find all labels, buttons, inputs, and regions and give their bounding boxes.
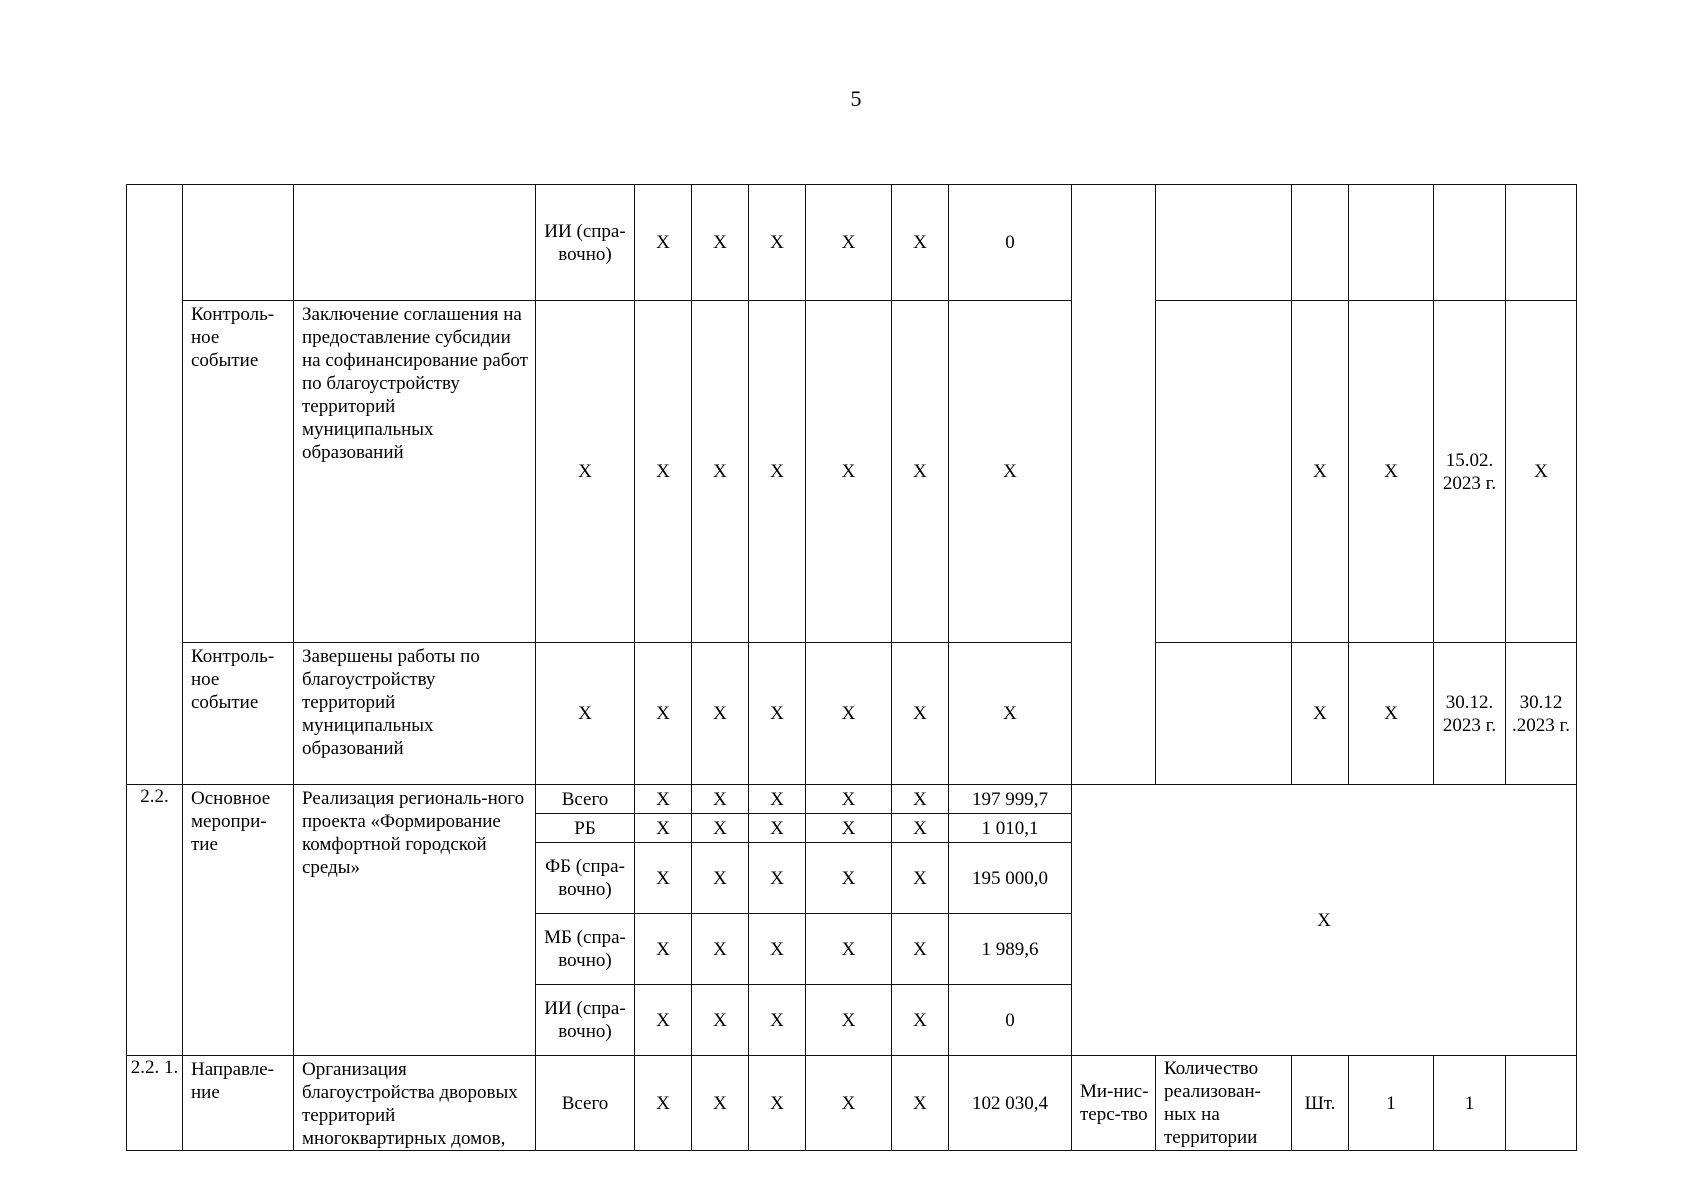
table-row xyxy=(127,785,1577,814)
cell-x: X xyxy=(949,301,1072,643)
cell-x: X xyxy=(692,814,749,843)
cell-x: X xyxy=(806,985,892,1056)
cell-x: X xyxy=(692,914,749,985)
cell-x: X xyxy=(806,185,892,301)
cell-x: X xyxy=(806,785,892,814)
cell-x: X xyxy=(635,185,692,301)
table-row xyxy=(127,301,1577,643)
cell-empty xyxy=(294,185,536,301)
cell-x: X xyxy=(1349,301,1434,643)
cell-x: X xyxy=(635,843,692,914)
cell-x: X xyxy=(692,301,749,643)
cell-x: X xyxy=(749,914,806,985)
cell-type: Основное меропри-тие xyxy=(183,785,294,1056)
cell-empty xyxy=(1156,301,1292,643)
cell-x: X xyxy=(1506,301,1577,643)
cell-indicator: Количество реализован-ных на территории xyxy=(1156,1056,1292,1151)
cell-x: X xyxy=(635,814,692,843)
cell-date: 30.12. 2023 г. xyxy=(1434,643,1506,785)
cell-x: X xyxy=(635,914,692,985)
cell-unit: Шт. xyxy=(1292,1056,1349,1151)
cell-source: МБ (спра-вочно) xyxy=(536,914,635,985)
cell-x: X xyxy=(692,185,749,301)
cell-x: X xyxy=(806,914,892,985)
program-table xyxy=(126,184,1577,1151)
cell-x: X xyxy=(692,1056,749,1151)
cell-x: X xyxy=(1292,643,1349,785)
cell-x: X xyxy=(536,301,635,643)
cell-x: X xyxy=(892,1056,949,1151)
cell-source: ФБ (спра-вочно) xyxy=(536,843,635,914)
cell-x: X xyxy=(892,814,949,843)
cell-total: 195 000,0 xyxy=(949,843,1072,914)
cell-num-empty xyxy=(127,185,183,785)
cell-x: X xyxy=(892,843,949,914)
cell-x: X xyxy=(806,1056,892,1151)
cell-total: 1 989,6 xyxy=(949,914,1072,985)
cell-source: ИИ (спра-вочно) xyxy=(536,185,635,301)
cell-empty xyxy=(1506,185,1577,301)
cell-value: 1 xyxy=(1349,1056,1434,1151)
cell-total: 197 999,7 xyxy=(949,785,1072,814)
cell-empty xyxy=(183,185,294,301)
table-row xyxy=(127,1056,1577,1151)
cell-num: 2.2. 1. xyxy=(127,1056,183,1151)
cell-total: 0 xyxy=(949,185,1072,301)
cell-source: Всего xyxy=(536,1056,635,1151)
cell-date: 15.02. 2023 г. xyxy=(1434,301,1506,643)
page-number: 5 xyxy=(850,86,862,111)
cell-x: X xyxy=(806,814,892,843)
cell-x: X xyxy=(635,301,692,643)
cell-description: Заключение соглашения на предоставление субсидии на софинансирование работ по благоустройству территорий муниципальных образований xyxy=(294,301,536,643)
cell-x: X xyxy=(749,814,806,843)
cell-x: X xyxy=(806,301,892,643)
cell-x: X xyxy=(635,985,692,1056)
cell-value: 1 xyxy=(1434,1056,1506,1151)
cell-x: X xyxy=(536,643,635,785)
cell-executor-empty xyxy=(1072,185,1156,785)
cell-merged-x: X xyxy=(1072,785,1577,1056)
table-row xyxy=(127,185,1577,301)
cell-x: X xyxy=(635,643,692,785)
cell-x: X xyxy=(892,985,949,1056)
cell-x: X xyxy=(749,785,806,814)
cell-num: 2.2. xyxy=(127,785,183,1056)
cell-x: X xyxy=(749,185,806,301)
cell-type: Контроль-ное событие xyxy=(183,643,294,785)
cell-empty xyxy=(1434,185,1506,301)
cell-source: РБ xyxy=(536,814,635,843)
cell-x: X xyxy=(892,185,949,301)
cell-date: 30.12 .2023 г. xyxy=(1506,643,1577,785)
cell-x: X xyxy=(806,643,892,785)
cell-empty xyxy=(1292,185,1349,301)
cell-x: X xyxy=(692,643,749,785)
cell-executor: Ми-нис-терс-тво xyxy=(1072,1056,1156,1151)
cell-x: X xyxy=(635,1056,692,1151)
cell-empty xyxy=(1349,185,1434,301)
cell-x: X xyxy=(692,985,749,1056)
cell-type: Направле-ние xyxy=(183,1056,294,1151)
cell-x: X xyxy=(1349,643,1434,785)
cell-source: Всего xyxy=(536,785,635,814)
cell-x: X xyxy=(892,301,949,643)
cell-x: X xyxy=(892,643,949,785)
cell-x: X xyxy=(749,643,806,785)
cell-x: X xyxy=(692,785,749,814)
cell-description: Реализация региональ-ного проекта «Формирование комфортной городской среды» xyxy=(294,785,536,1056)
cell-x: X xyxy=(749,985,806,1056)
cell-x: X xyxy=(635,785,692,814)
cell-x: X xyxy=(1292,301,1349,643)
cell-x: X xyxy=(692,843,749,914)
cell-description: Организация благоустройства дворовых территорий многоквартирных домов, xyxy=(294,1056,536,1151)
cell-total: 0 xyxy=(949,985,1072,1056)
cell-total: 1 010,1 xyxy=(949,814,1072,843)
cell-x: X xyxy=(749,301,806,643)
cell-x: X xyxy=(949,643,1072,785)
cell-x: X xyxy=(892,914,949,985)
cell-x: X xyxy=(892,785,949,814)
cell-empty xyxy=(1156,185,1292,301)
cell-x: X xyxy=(806,843,892,914)
cell-total: 102 030,4 xyxy=(949,1056,1072,1151)
cell-x: X xyxy=(749,843,806,914)
cell-value xyxy=(1506,1056,1577,1151)
cell-type: Контроль-ное событие xyxy=(183,301,294,643)
cell-source: ИИ (спра-вочно) xyxy=(536,985,635,1056)
table-row xyxy=(127,643,1577,785)
cell-description: Завершены работы по благоустройству территорий муниципальных образований xyxy=(294,643,536,785)
cell-x: X xyxy=(749,1056,806,1151)
cell-empty xyxy=(1156,643,1292,785)
